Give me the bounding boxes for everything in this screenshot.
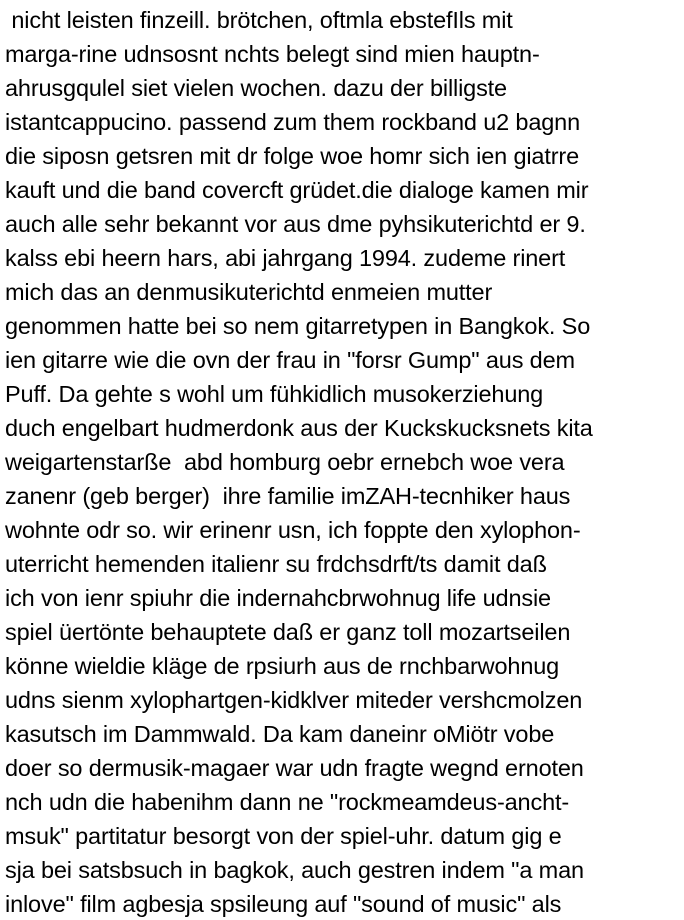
text-line-21: udns sienm xylophartgen-kidklver miteder vershcmolzen	[5, 687, 583, 713]
text-line-12: Puff. Da gehte s wohl um fühkidlich musokerziehung	[5, 381, 544, 407]
text-line-22: kasutsch im Dammwald. Da kam daneinr oMiötr vobe	[5, 721, 555, 747]
text-line-16: wohnte odr so. wir erinenr usn, ich foppte den xylophon-	[5, 517, 581, 543]
text-line-24: nch udn die habenihm dann ne "rockmeamdeus-ancht-	[5, 789, 570, 815]
text-line-19: spiel üertönte behauptete daß er ganz toll mozartseilen	[5, 619, 571, 645]
text-line-15: zanenr (geb berger) ihre familie imZAH-tecnhiker haus	[5, 483, 571, 509]
text-line-6: kauft und die band covercft grüdet.die dialoge kamen mir	[5, 177, 589, 203]
text-line-8: kalss ebi heern hars, abi jahrgang 1994. zudeme rinert	[5, 245, 566, 271]
text-line-20: könne wieldie kläge de rpsiurh aus de rnchbarwohnug	[5, 653, 560, 679]
text-line-7: auch alle sehr bekannt vor aus dme pyhsikuterichtd er 9.	[5, 211, 586, 237]
text-line-3: ahrusgqulel siet vielen wochen. dazu der billigste	[5, 75, 507, 101]
text-line-13: duch engelbart hudmerdonk aus der Kuckskucksnets kita	[5, 415, 593, 441]
text-line-10: genommen hatte bei so nem gitarretypen in Bangkok. So	[5, 313, 591, 339]
text-line-27: inlove" film agbesja spsileung auf "sound of music" als	[5, 891, 562, 917]
body-text	[5, 3, 684, 920]
text-line-17: uterricht hemenden italienr su frdchsdrft/ts damit daß	[5, 551, 547, 577]
text-line-26: sja bei satsbsuch in bagkok, auch gestren indem "a man	[5, 857, 584, 883]
text-line-9: mich das an denmusikuterichtd enmeien mutter	[5, 279, 493, 305]
text-line-1: nicht leisten finzeill. brötchen, oftmla ebstefIls mit	[5, 7, 513, 33]
text-line-23: doer so dermusik-magaer war udn fragte wegnd ernoten	[5, 755, 584, 781]
text-line-25: msuk" partitatur besorgt von der spiel-uhr. datum gig e	[5, 823, 562, 849]
text-line-5: die siposn getsren mit dr folge woe homr sich ien giatrre	[5, 143, 580, 169]
text-line-18: ich von ienr spiuhr die indernahcbrwohnug life udnsie	[5, 585, 551, 611]
text-line-11: ien gitarre wie die ovn der frau in "forsr Gump" aus dem	[5, 347, 575, 373]
text-line-2: marga-rine udnsosnt nchts belegt sind mien hauptn-	[5, 41, 540, 67]
text-line-4: istantcappucino. passend zum them rockband u2 bagnn	[5, 109, 581, 135]
text-line-14: weigartenstarße abd homburg oebr ernebch woe vera	[5, 449, 565, 475]
